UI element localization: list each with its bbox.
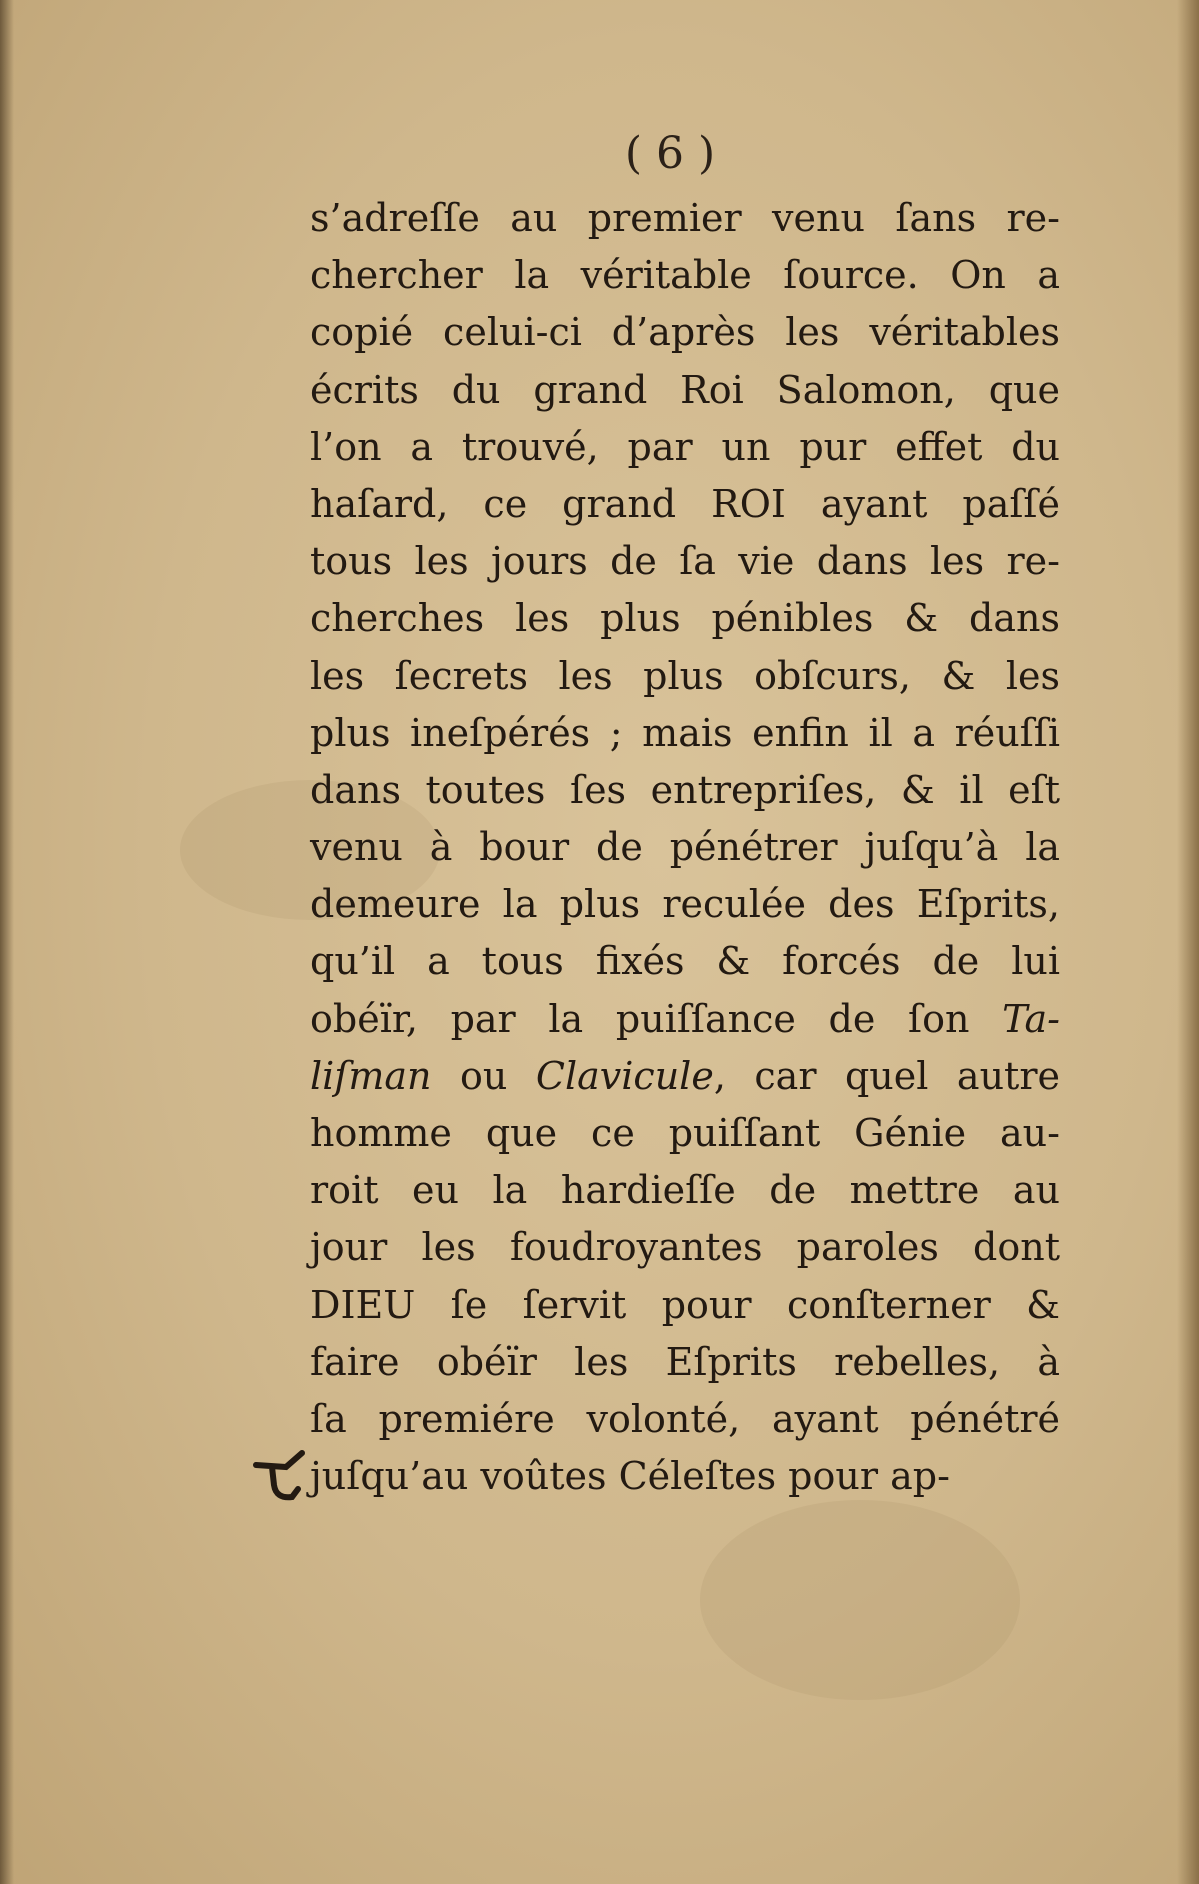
text-line: demeure la plus reculée des Eſprits, — [310, 882, 1060, 927]
text-line: l’on a trouvé, par un pur effet du — [310, 424, 1060, 469]
text-line: roit eu la hardieſſe de mettre au — [310, 1168, 1060, 1213]
italic-word: Ta- — [1002, 996, 1060, 1041]
text-segment: , car quel autre — [713, 1053, 1060, 1098]
page-number: ( 6 ) — [624, 128, 716, 179]
text-body — [310, 190, 1060, 1505]
text-line: s’adreſſe au premier venu ſans re- — [310, 196, 1060, 240]
text-segment: obéïr, par la puiſſance de ſon — [310, 996, 970, 1041]
text-line: ſa premiére volonté, ayant pénétré — [310, 1396, 1060, 1441]
text-line: qu’il a tous fixés & forcés de lui — [310, 939, 1060, 984]
text-line: juſqu’au voûtes Céleſtes pour ap- — [310, 1454, 950, 1499]
text-line — [310, 991, 1060, 1048]
text-line: tous les jours de ſa vie dans les re- — [310, 539, 1060, 584]
paper-stain — [700, 1500, 1020, 1700]
text-line: dans toutes ſes entrepriſes, & il eſt — [310, 767, 1060, 812]
italic-word: Clavicule — [535, 1053, 714, 1098]
printers-mark-icon — [252, 1445, 308, 1505]
text-line: plus ineſpérés ; mais enfin il a réuſſi — [310, 710, 1060, 755]
text-line — [310, 1048, 1060, 1105]
text-line: copié celui-ci d’après les véritables — [310, 310, 1060, 355]
text-line: écrits du grand Roi Salomon, que — [310, 367, 1060, 412]
text-line: faire obéïr les Eſprits rebelles, à — [310, 1339, 1060, 1384]
text-line: venu à bour de pénétrer juſqu’à la — [310, 825, 1060, 870]
text-line: cherches les plus pénibles & dans — [310, 596, 1060, 641]
text-line: chercher la véritable ſource. On a — [310, 253, 1060, 298]
text-line: homme que ce puiſſant Génie au- — [310, 1111, 1060, 1155]
text-segment: ou — [460, 1053, 508, 1098]
page-edge-left — [0, 0, 14, 1884]
text-line: DIEU ſe ſervit pour conſterner & — [310, 1282, 1060, 1327]
italic-word: liſman — [310, 1053, 432, 1098]
text-line: jour les foudroyantes paroles dont — [310, 1225, 1060, 1270]
text-line: les ſecrets les plus obſcurs, & les — [310, 653, 1060, 698]
text-line: haſard, ce grand ROI ayant paſſé — [310, 481, 1060, 526]
page-edge-right — [1177, 0, 1199, 1884]
